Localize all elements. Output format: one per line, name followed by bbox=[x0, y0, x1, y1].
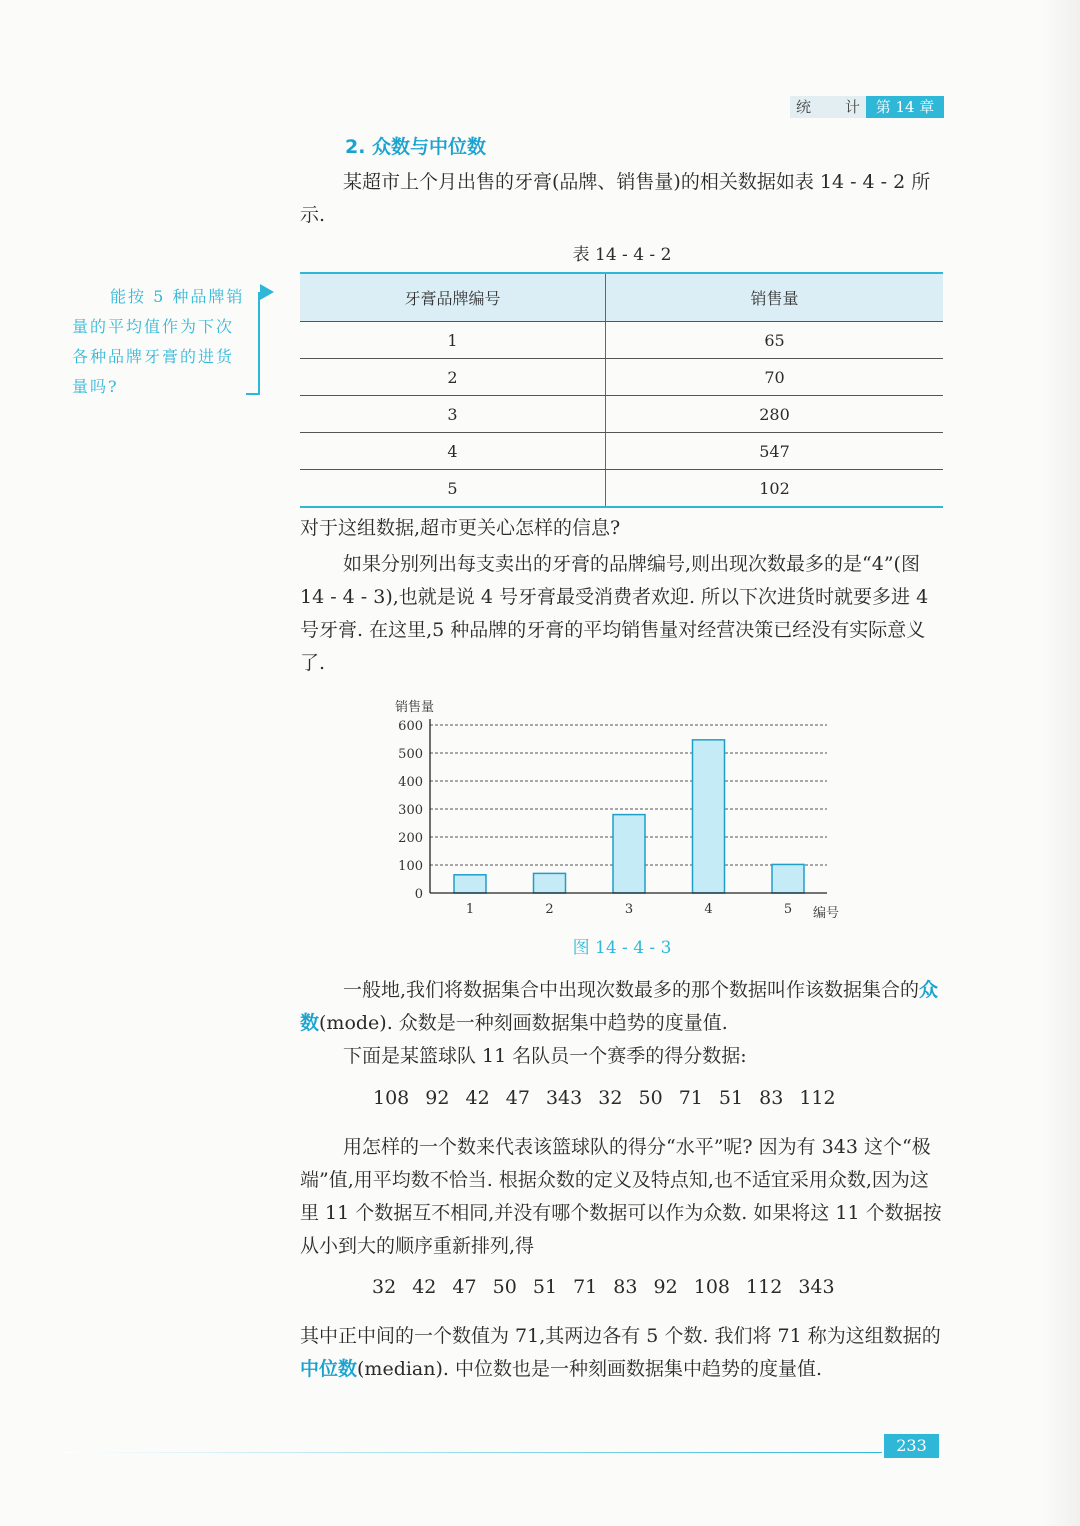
scores-sorted: 32 42 47 50 51 71 83 92 108 112 343 bbox=[372, 1276, 835, 1298]
y-tick-label: 500 bbox=[398, 747, 423, 762]
col-header-brand: 牙膏品牌编号 bbox=[300, 273, 606, 322]
bar bbox=[693, 740, 725, 893]
chart-bars bbox=[454, 740, 804, 893]
x-tick-label: 2 bbox=[545, 902, 554, 917]
bar bbox=[534, 873, 566, 893]
term-mode: 众数 bbox=[300, 979, 939, 1034]
x-tick-label: 5 bbox=[783, 902, 793, 917]
y-tick-label: 200 bbox=[398, 831, 423, 846]
y-tick-label: 400 bbox=[398, 775, 423, 790]
section-title: 2. 众数与中位数 bbox=[345, 136, 487, 158]
y-tick-label: 100 bbox=[398, 859, 423, 874]
y-tick-label: 600 bbox=[398, 719, 423, 734]
figure-caption: 图 14 - 4 - 3 bbox=[572, 938, 672, 958]
y-tick-label: 300 bbox=[398, 803, 423, 818]
basketball-paragraph: 下面是某篮球队 11 名队员一个赛季的得分数据: bbox=[343, 1045, 747, 1067]
sales-bar-chart bbox=[385, 695, 865, 925]
level-paragraph: 用怎样的一个数来代表该篮球队的得分“水平”呢? 因为有 343 这个“极端”值,用平均数不恰当. 根据众数的定义及特点知,也不适宜采用众数,因为这里 11 个数据互不相同,并没有哪个数据可以作为众数. 如果将这 11 个数据按从小到大的顺序重新排列,得 bbox=[300, 1136, 942, 1257]
table-row: 3 280 bbox=[300, 396, 943, 433]
term-median: 中位数 bbox=[300, 1358, 358, 1380]
running-header bbox=[790, 96, 944, 118]
bar bbox=[454, 875, 486, 893]
x-tick-label: 3 bbox=[624, 902, 634, 917]
col-header-sales: 销售量 bbox=[606, 273, 944, 322]
bar bbox=[613, 815, 645, 893]
table-row: 1 65 bbox=[300, 322, 943, 359]
table-row: 2 70 bbox=[300, 359, 943, 396]
table-caption: 表 14 - 4 - 2 bbox=[572, 245, 672, 265]
median-paragraph: 其中正中间的一个数值为 71,其两边各有 5 个数. 我们将 71 称为这组数据的中位数(median). 中位数也是一种刻画数据集中趋势的度量值. bbox=[300, 1325, 941, 1380]
margin-note-bracket bbox=[258, 292, 260, 394]
margin-note: 能按 5 种品牌销量的平均值作为下次各种品牌牙膏的进货量吗? bbox=[72, 287, 245, 396]
table-row: 5 102 bbox=[300, 470, 943, 508]
page-edge-shadow bbox=[1040, 0, 1080, 1526]
table-header-row bbox=[300, 273, 943, 322]
bar bbox=[772, 864, 804, 893]
table-row: 4 547 bbox=[300, 433, 943, 470]
intro-paragraph: 某超市上个月出售的牙膏(品牌、销售量)的相关数据如表 14 - 4 - 2 所示. bbox=[300, 171, 931, 226]
y-axis-label: 销售量 bbox=[395, 700, 435, 715]
margin-note-bracket-foot bbox=[246, 393, 260, 395]
footer-rule bbox=[62, 1452, 882, 1453]
margin-note-arrow-icon bbox=[260, 284, 274, 300]
question-paragraph: 对于这组数据,超市更关心怎样的信息? bbox=[300, 517, 621, 539]
chapter-number: 第 14 章 bbox=[866, 96, 944, 118]
sales-table bbox=[300, 272, 943, 508]
scores-raw: 108 92 42 47 343 32 50 71 51 83 112 bbox=[373, 1087, 836, 1109]
x-tick-label: 1 bbox=[465, 902, 475, 917]
y-tick-label: 0 bbox=[414, 887, 423, 902]
x-tick-label: 4 bbox=[704, 902, 713, 917]
page-number: 233 bbox=[884, 1434, 939, 1458]
x-axis-label: 编号 bbox=[813, 906, 840, 921]
mode-intro-paragraph: 如果分别列出每支卖出的牙膏的品牌编号,则出现次数最多的是“4”(图 14 - 4 - 3),也就是说 4 号牙膏最受消费者欢迎. 所以下次进货时就要多进 4 号牙膏. 在这里,5 种品牌的牙膏的平均销售量对经营决策已经没有实际意义了. bbox=[300, 553, 929, 674]
chapter-name: 统 计 bbox=[790, 96, 866, 118]
mode-definition-paragraph: 一般地,我们将数据集合中出现次数最多的那个数据叫作该数据集合的众数(mode). 众数是一种刻画数据集中趋势的度量值. bbox=[300, 979, 939, 1034]
